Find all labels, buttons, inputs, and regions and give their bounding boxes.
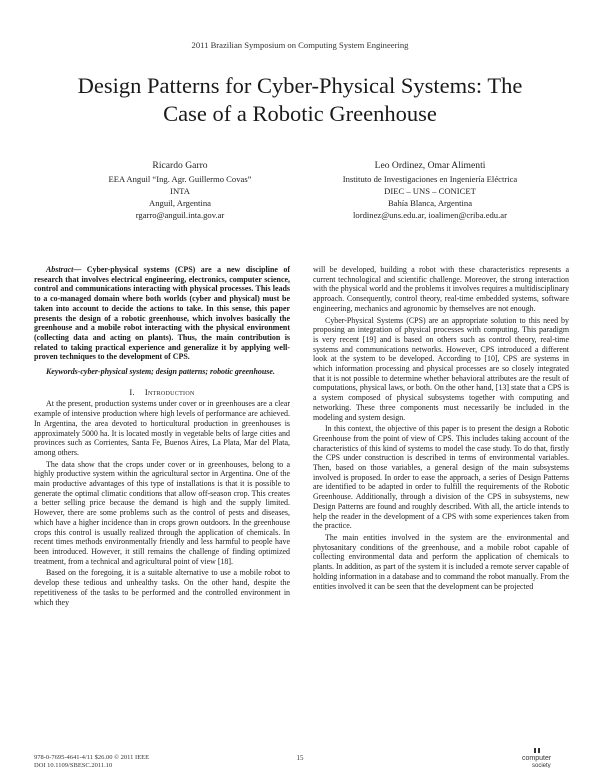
author-affiliation: Instituto de Investigaciones en Ingeniería Eléctrica (342, 174, 518, 184)
author-location: Anguil, Argentina (149, 198, 211, 208)
left-column (34, 265, 290, 609)
title-line-1: Design Patterns for Cyber-Physical Systems: The (77, 73, 523, 98)
footer-doi: DOI 10.1109/SBESC.2011.10 (34, 762, 113, 769)
author-name: Leo Ordinez, Omar Alimenti (374, 160, 486, 171)
logo-text-line-2: society (532, 763, 551, 768)
paper-title (40, 72, 560, 128)
conference-header: 2011 Brazilian Symposium on Computing System Engineering (191, 40, 409, 50)
author-block-1 (60, 160, 300, 221)
abstract-text: Cyber-physical systems (CPS) are a new discipline of research that involves electrical engineering, electronics, computer science, control and communications interacting with physical processes. This leads to a co-managed domain where both worlds (cyber and physical) must be taken into account to decide the actions to take. In this sense, this paper presents the design of a robotic greenhouse, which involves basically the greenhouse and a mobile robot interacting with the physical environment (collecting data and acting on plants). Thus, the main contribution is related to taking practical experience and generalize it by applying well-proven techniques to the development of CPS. (34, 265, 290, 362)
paragraph: The main entities involved in the system are the environmental and phytosanitary conditions of the greenhouse, and a mobile robot capable of collecting environmental data and perform the application of chemicals to plants. In addition, as part of the system it is included a remote server capable of holding information in a database and to command the robot manually. From the entities involved it can be seen that the development can be projected (313, 532, 569, 591)
author-location: Bahía Blanca, Argentina (387, 198, 473, 208)
title-line-2: Case of a Robotic Greenhouse (163, 101, 437, 126)
computer-society-logo (520, 748, 568, 768)
paragraph: will be developed, building a robot with these characteristics represents a current technological and scientific challenge. Moreover, the strong interaction with the physical world and the problems it involves requires a multidisciplinary approach. Consequently, control theory, real-time embedded systems, software engineering, mechanics and agronomic by themselves are not enough. (313, 265, 569, 313)
section-heading (34, 388, 290, 398)
author-affiliation: INTA (170, 186, 190, 196)
author-email[interactable]: lordinez@uns.edu.ar, ioalimen@criba.edu.ar (353, 210, 507, 220)
author-affiliation: DIEC – UNS – CONICET (384, 186, 476, 196)
paragraph: In this context, the objective of this paper is to present the design a Robotic Greenhouse from the point of view of CPS. This includes taking account of the characteristics of this kind of systems to model the case study. To do that, firstly the CPS under construction is described in terms of environmental variables. Then, based on those variables, a general design of the main subsystems involved is proposed. In order to ease the approach, a series of Design Patterns are identified to be adapted in order to fulfill the requirements of the Robotic Greenhouse. Additionally, through a division of the CPS in subsystems, new Design Patterns are found and roughly described. With all, the article intends to help the reader in the development of a CPS with some experiences taken from the practice. (313, 424, 569, 531)
abstract-label: Abstract— (46, 265, 82, 274)
footer-copyright (34, 754, 149, 770)
paragraph: Cyber-Physical Systems (CPS) are an appropriate solution to this need by proposing an integration of physical processes with computing. This paradigm is very recent [19] and is based on others such as control theory, real-time systems and communications networks. However, CPS introduced a different look at the system to be developed. According to [10], CPS are systems in which information processing and physical processes are so closely integrated that it is not possible to determine whether behavioral attributes are the result of computations, physical laws, or both. On the other hand, [13] state that a CPS is a system composed of physical subsystems together with computing and networking. These three components must necessarily be included in the modeling and system design. (313, 315, 569, 422)
author-email[interactable]: rgarro@anguil.inta.gov.ar (135, 210, 225, 220)
author-name: Ricardo Garro (152, 160, 208, 171)
paragraph: The data show that the crops under cover or in greenhouses, belong to a highly productive system within the agricultural sector in Argentina. One of the main productive advantages of this type of installations is that it is possible to generate the optimal climatic conditions that allow off-season crop. This creates a better selling price because the demand is high and the supply limited. However, there are some problems such as the control of pests and diseases, which have a higher incidence than in crops grown outdoors. In the greenhouse crops this control is usually realized through the application of chemicals. In recent times methods environmentally friendly and less harmful to people have been introduced. However, it still remains the challenge of finding optimized treatment, from a technical and agricultural point of view [18]. (34, 459, 290, 566)
page-number: 15 (296, 754, 304, 762)
computer-society-logo-icon (520, 748, 568, 768)
paragraph: At the present, production systems under cover or in greenhouses are a clear example of intensive production where high levels of performance are achieved. In Argentina, the area devoted to horticultural production in greenhouses is approximately 5000 ha. It is located mostly in vegetable belts of large cities and provinces such as Corrientes, Santa Fe, Buenos Aires, La Plata, Mar del Plata, among others. (34, 399, 290, 457)
keywords: Keywords-cyber-physical system; design patterns; robotic greenhouse. (46, 367, 275, 377)
section-title: Introduction (144, 386, 195, 397)
author-block-2 (300, 160, 560, 221)
logo-text-line-1: computer (522, 755, 552, 762)
paragraph: Based on the foregoing, it is a suitable alternative to use a mobile robot to develop these tedious and unhealthy tasks. On the other hand, despite the repetitiveness of the tasks to be performed and the controlled environment in which they (34, 568, 290, 607)
author-affiliation: EEA Anguil “Ing. Agr. Guillermo Covas” (108, 174, 252, 184)
section-number: I. (129, 386, 136, 397)
abstract (34, 265, 290, 362)
right-column (313, 265, 569, 593)
footer-isbn: 978-0-7695-4641-4/11 $26.00 © 2011 IEEE (34, 754, 150, 761)
